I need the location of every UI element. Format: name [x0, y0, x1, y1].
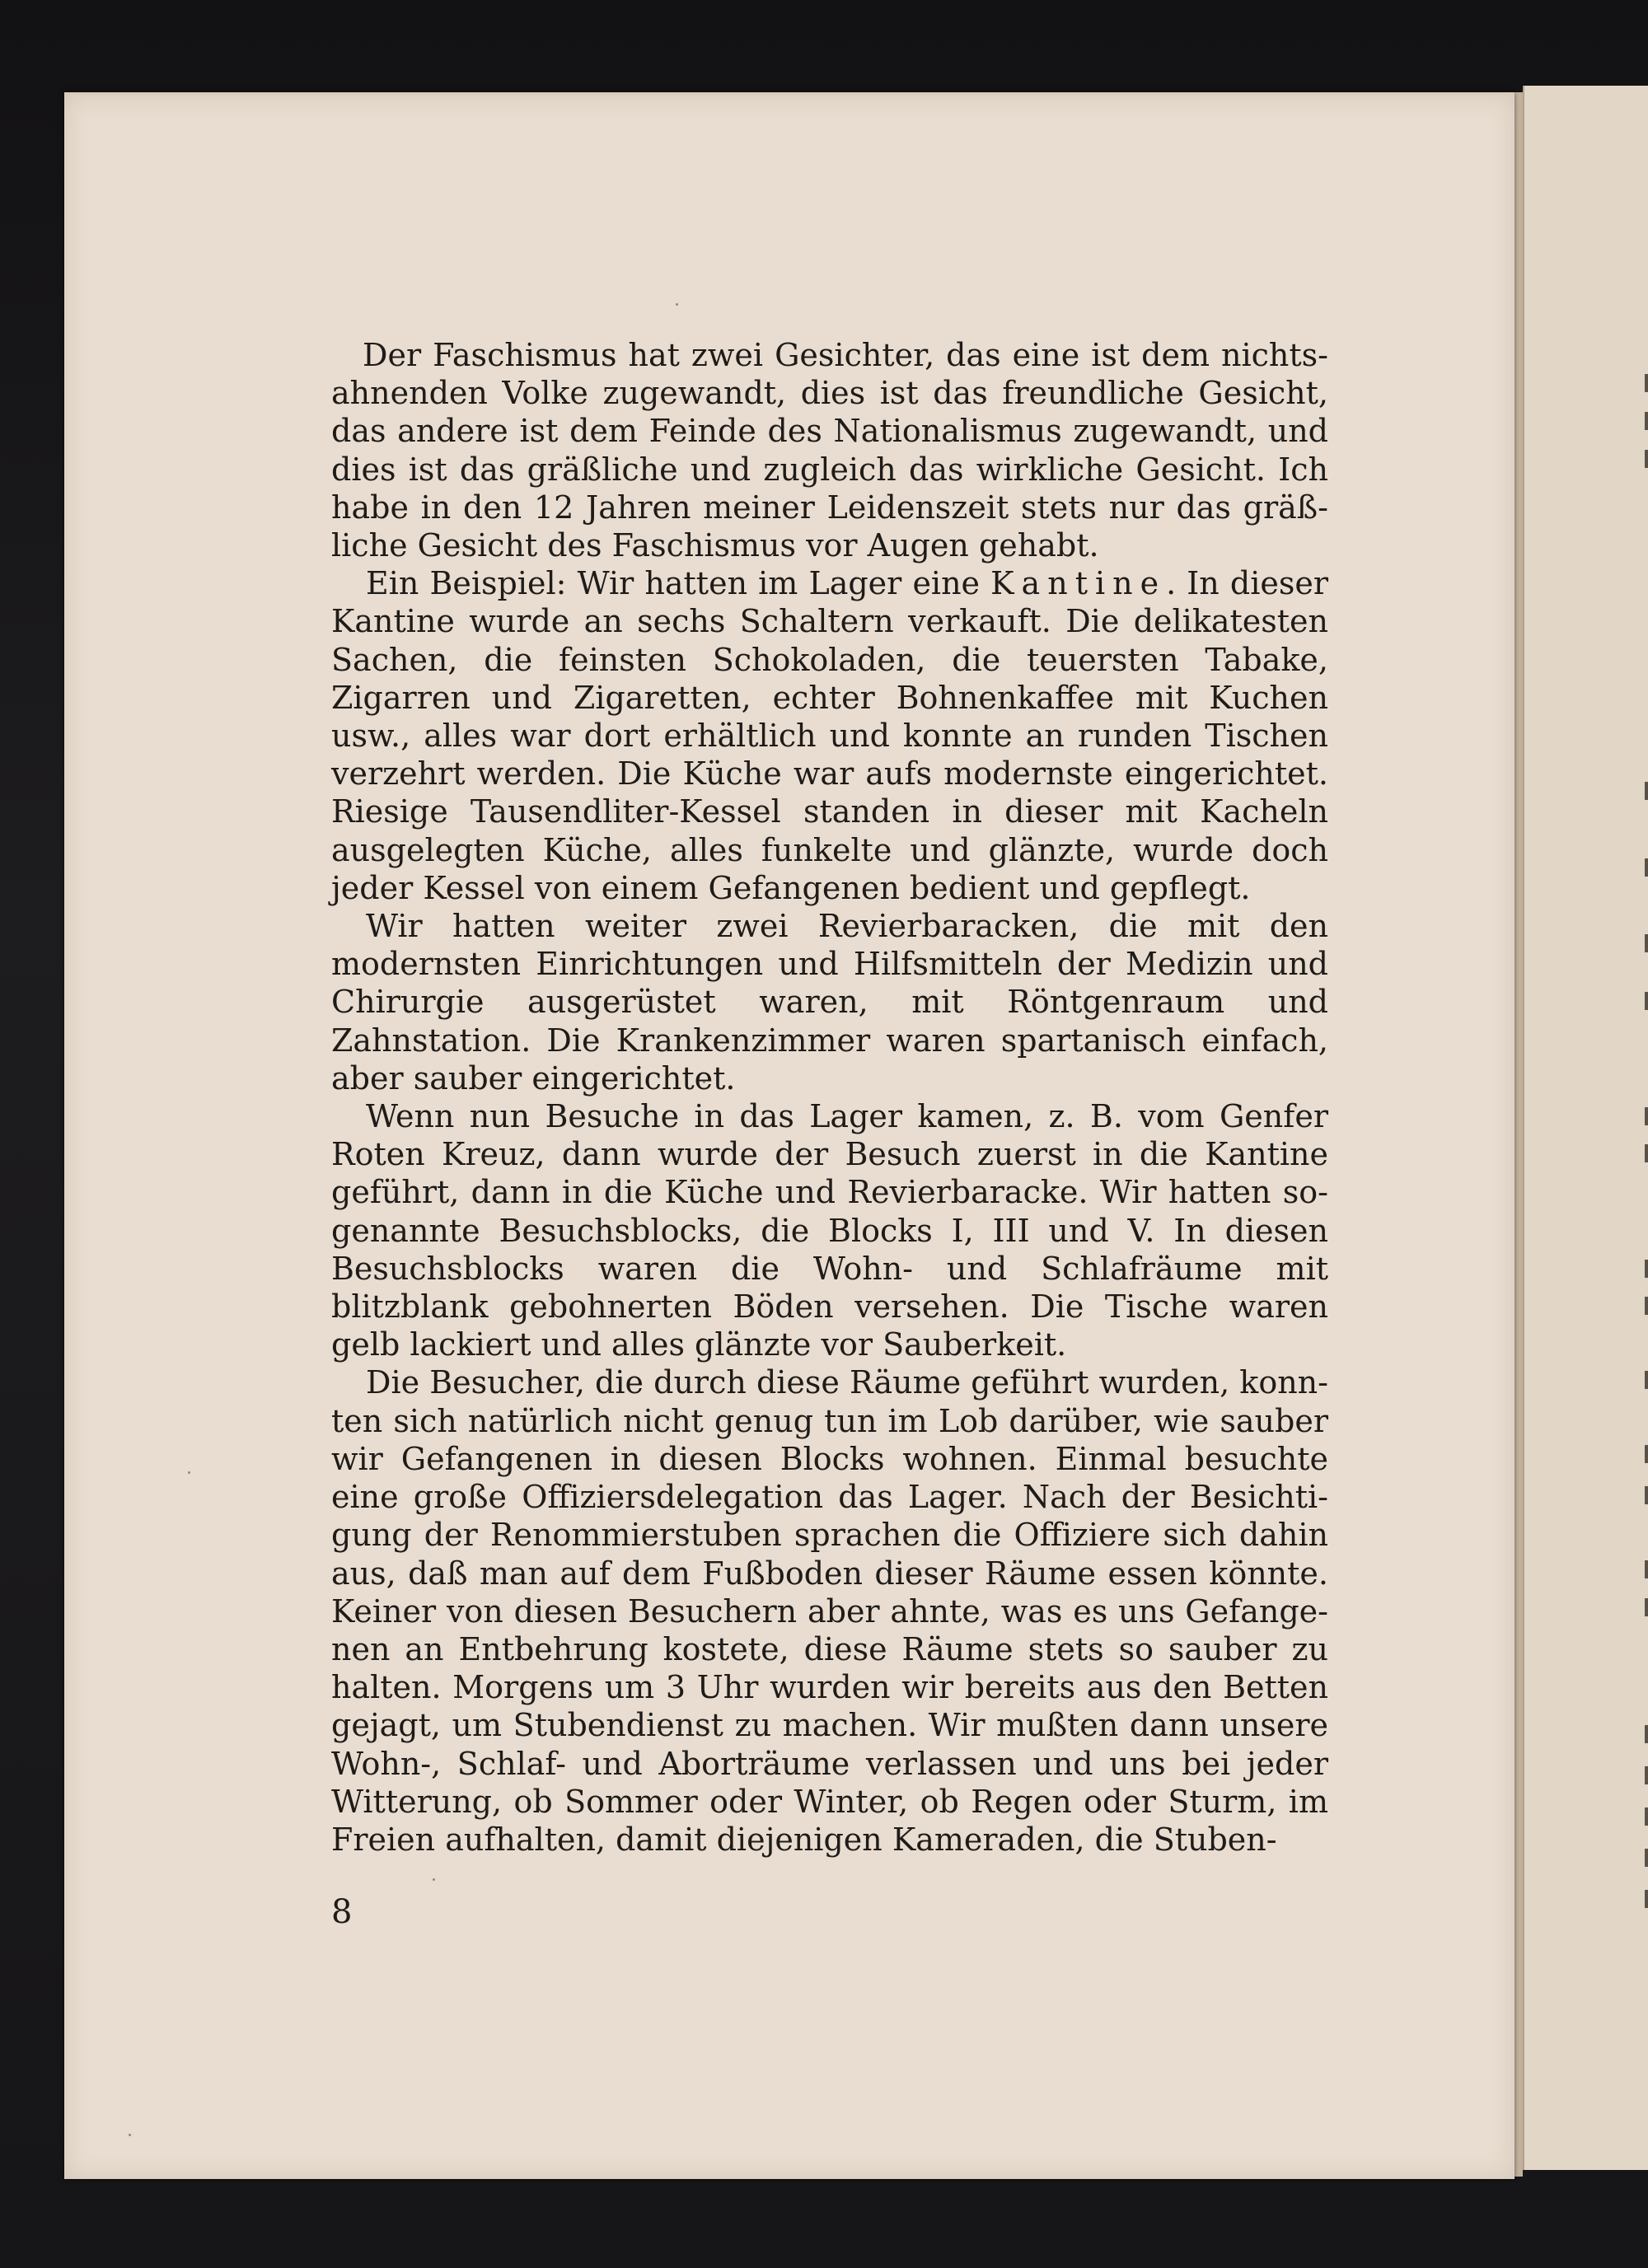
body-text: [331, 336, 1328, 1859]
facing-page-text-fragment: [1645, 992, 1648, 1010]
facing-page-text-fragment: [1645, 1107, 1648, 1125]
facing-page-text-fragment: [1645, 1725, 1648, 1743]
paragraph: Wenn nun Besuche in das Lager kamen, z. B. vom Genfer Roten Kreuz, dann wurde der Besuch zuerst in die Kantine geführt, dann in die Küche und Revierbaracke. Wir hatten sogenannte Besuchsblocks, die Blocks I, III und V. In diesen Besuchsblocks waren die Wohn- und Schlafräume mit blitzblank gebohnerten Böden versehen. Die Tische waren gelb lackiert und alles glänzte vor Sauberkeit.: [331, 1098, 1328, 1363]
paragraph: [331, 564, 1328, 907]
facing-page-text-fragment: [1645, 1445, 1648, 1463]
facing-page-text-fragment: [1645, 1297, 1648, 1315]
facing-page-text-fragment: [1645, 1371, 1648, 1389]
facing-page-text-fragment: [1645, 1849, 1648, 1867]
facing-page-text-fragment: [1645, 1560, 1648, 1578]
facing-page-text-fragment: [1645, 1144, 1648, 1162]
facing-page-text-fragment: [1645, 412, 1648, 430]
paper-speck: [188, 1471, 190, 1474]
paper-speck: [129, 2134, 131, 2136]
facing-page-text-fragment: [1645, 782, 1648, 800]
facing-page: [1523, 86, 1648, 2170]
paragraph: Die Besucher, die durch diese Räume geführt wurden, konnten sich natürlich nicht genug tun im Lob darüber, wie sauber wir Gefangenen in diesen Blocks wohnen. Einmal besuchte eine große Offiziersdelegation das Lager. Nach der Besichtigung der Renommierstuben sprachen die Offiziere sich dahin aus, daß man auf dem Fußboden dieser Räume essen könnte. Keiner von diesen Besuchern aber ahnte, was es uns Gefangenen an Entbehrung kostete, diese Räume stets so sauber zu halten. Morgens um 3 Uhr wurden wir bereits aus den Betten gejagt, um Stubendienst zu machen. Wir mußten dann unsere Wohn-, Schlaf- und Aborträume verlassen und uns bei jeder Witterung, ob Sommer oder Winter, ob Regen oder Sturm, im Freien aufhalten, damit diejenigen Kameraden, die Stuben-: [331, 1364, 1328, 1858]
facing-page-text-fragment: [1645, 1766, 1648, 1784]
facing-page-text-fragment: [1645, 450, 1648, 468]
paper-speck: [433, 1878, 435, 1881]
facing-page-text-fragment: [1645, 858, 1648, 877]
paragraph-text: Ein Beispiel: Wir hatten im Lager eine: [366, 565, 991, 602]
page-number: 8: [331, 1893, 353, 1931]
paragraph: Der Faschismus hat zwei Gesichter, das eine ist dem nichtsahnenden Volke zugewandt, dies ist das freundliche Gesicht, das andere ist dem Feinde des Nationalismus zugewandt, und dies ist das gräßliche und zugleich das wirkliche Gesicht. Ich habe in den 12 Jahren meiner Leidenszeit stets nur das gräßliche Gesicht des Faschismus vor Augen gehabt.: [331, 337, 1328, 564]
facing-page-text-fragment: [1645, 1598, 1648, 1616]
facing-page-text-fragment: [1645, 934, 1648, 952]
facing-page-text-fragment: [1645, 1807, 1648, 1826]
paragraph-text: . In dieser Kantine wurde an sechs Schaltern verkauft. Die delikatesten Sachen, die feinsten Schokoladen, die teuersten Tabake, Zigarren und Zigaretten, echter Bohnenkaffee mit Kuchen usw., alles war dort erhältlich und konnte an runden Tischen verzehrt werden. Die Küche war aufs modernste eingerichtet. Riesige Tausendliter-Kessel standen in dieser mit Kacheln ausgelegten Küche, alles funkelte und glänzte, wurde doch jeder Kessel von einem Gefangenen bedient und gepflegt.: [331, 565, 1328, 906]
facing-page-text-fragment: [1645, 1890, 1648, 1908]
paper-speck: [676, 303, 678, 306]
paragraph: Wir hatten weiter zwei Revierbaracken, die mit den modernsten Einrichtungen und Hilfsmitteln der Medizin und Chirurgie ausgerüstet waren, mit Röntgenraum und Zahnstation. Die Krankenzimmer waren spartanisch einfach, aber sauber eingerichtet.: [331, 908, 1328, 1097]
facing-page-text-fragment: [1645, 374, 1648, 392]
facing-page-text-fragment: [1645, 1486, 1648, 1504]
facing-page-text-fragment: [1645, 1260, 1648, 1278]
spaced-word: Kantine: [990, 565, 1167, 602]
